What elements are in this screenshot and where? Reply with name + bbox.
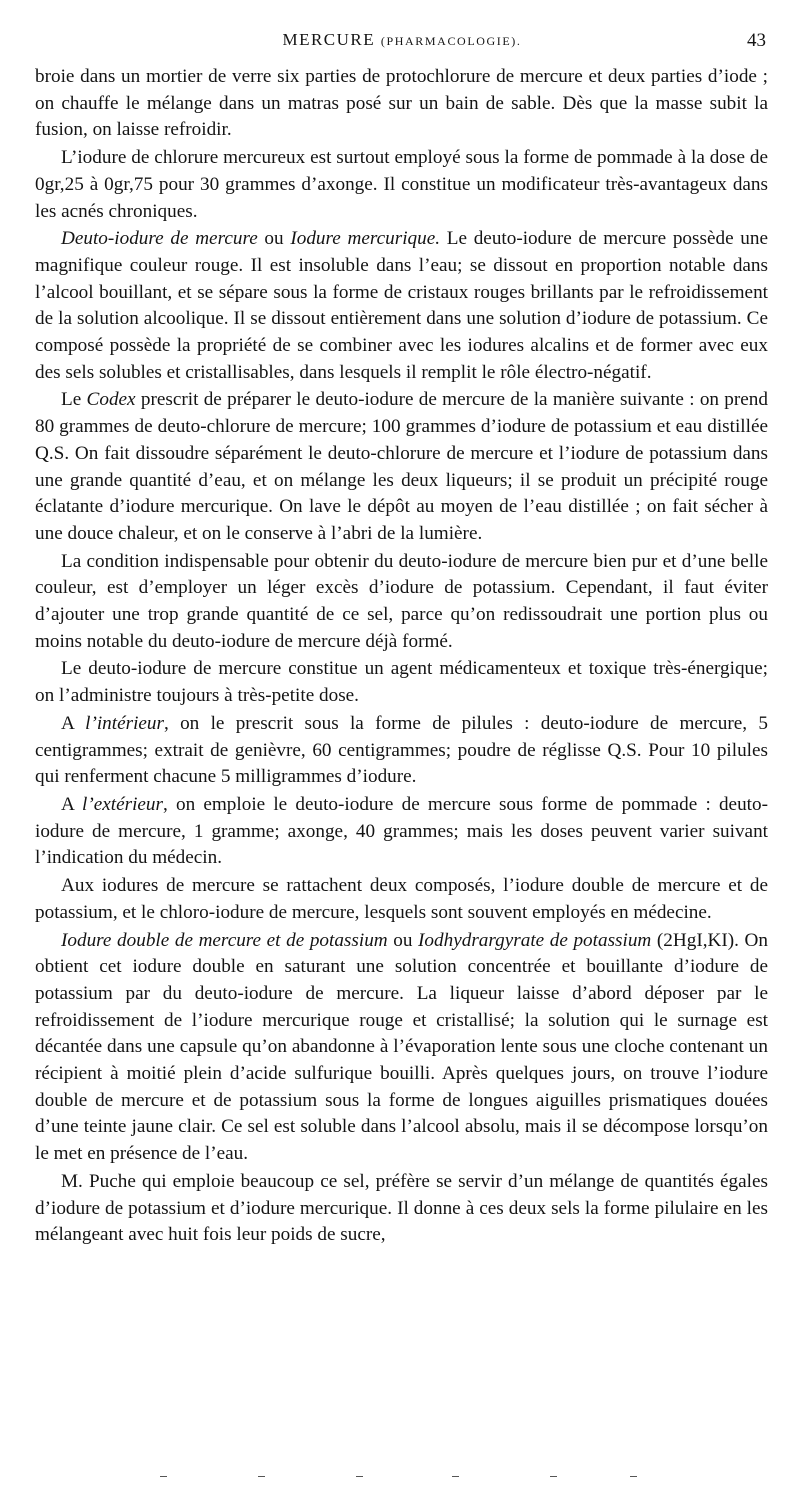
paragraph <box>35 873 768 926</box>
paragraph <box>35 711 768 791</box>
paragraph <box>35 928 768 1168</box>
text-run: M. Puche qui emploie beaucoup ce sel, préfère se servir d’un mélange de quantités égales d’iodure de potassium et d’iodure mercurique. Il donne à ces deux sels la forme pilulaire en les mélangeant avec huit fois leur poids de sucre, <box>35 1170 768 1246</box>
italic-text: l’extérieur <box>82 793 163 815</box>
italic-text: Iodhydrargyrate de potassium <box>418 929 652 951</box>
italic-text: Codex <box>86 389 136 411</box>
italic-text: Iodure mercurique. <box>290 228 441 250</box>
text-run: La condition indispensable pour obtenir du deuto-iodure de mercure bien pur et d’une belle couleur, est d’employer un léger excès d’iodure de potassium. Cependant, il faut éviter d’ajouter une trop grande quantité de ce sel, parce qu’on redissoudrait une portion plus ou moins notable du deuto-iodure de mercure déjà formé. <box>35 550 768 652</box>
footer-mark <box>258 1476 265 1477</box>
text-run: prescrit de préparer le deuto-iodure de mercure de la manière suivante : on prend 80 grammes de deuto-chlorure de mercure; 100 grammes d’iodure de potassium et eau distillée Q.S. On fait dissoudre séparément le deuto-chlorure de mercure et l’iodure de potassium dans une grande quantité d’eau, et on mélange les deux liqueurs; il se produit un précipité rouge éclatante d’iodure mercurique. On lave le dépôt au moyen de l’eau distillée ; on fait sécher à une douce chaleur, et on le conserve à l’abri de la lumière. <box>35 389 768 544</box>
text-run: Aux iodures de mercure se rattachent deux composés, l’iodure double de mercure et de potassium, et le chloro-iodure de mercure, lesquels sont souvent employés en médecine. <box>35 875 768 923</box>
text-run: L’iodure de chlorure mercureux est surtout employé sous la forme de pommade à la dose de 0gr,25 à 0gr,75 pour 30 grammes d’axonge. Il constitue un modificateur très-avantageux dans les acnés chroniques. <box>35 147 768 222</box>
paragraph <box>35 549 768 656</box>
paragraph <box>35 387 768 547</box>
footer-mark <box>550 1476 557 1477</box>
italic-text: Deuto-iodure de mercure <box>61 228 258 250</box>
text-run: (2HgI,KI). On obtient cet iodure double en saturant une solution concentrée et bouillante d’iodure de potassium par du deuto-iodure de mercure. La liqueur laisse d’abord déposer par le refroidissement de l’iodure mercurique rouge et cristallisé; la solution qui le surnage est décantée dans une capsule qu’on abandonne à l’évaporation lente sous une cloche contenant un récipient à moitié plein d’acide sulfurique bouilli. Après quelques jours, on trouve l’iodure double de mercure et de potassium sous la forme de longues aiguilles prismatiques douées d’une teinte jaune clair. Ce sel est soluble dans l’alcool absolu, mais il se décompose lorsqu’on le met en présence de l’eau. <box>35 929 768 1165</box>
text-run: , on le prescrit sous la forme de pilules : deuto-iodure de mercure, 5 centigrammes; extrait de genièvre, 60 centigrammes; poudre de réglisse Q.S. Pour 10 pilules qui renferment chacune 5 milligrammes d’iodure. <box>35 712 768 788</box>
text-run: Le <box>61 389 87 411</box>
footer-mark <box>452 1476 459 1477</box>
text-run: ou <box>257 228 291 250</box>
text-run: broie dans un mortier de verre six parties de protochlorure de mercure et deux parties d’iode ; on chauffe le mélange dans un matras posé sur un bain de sable. Dès que la masse subit la fusion, on laisse refroidir. <box>35 66 768 141</box>
running-title <box>36 30 768 50</box>
running-title-subtitle: (PHARMACOLOGIE). <box>380 34 522 48</box>
paragraph <box>35 656 768 709</box>
paragraph <box>35 1169 768 1249</box>
text-run: , on emploie le deuto-iodure de mercure sous forme de pommade : deuto-iodure de mercure, 1 gramme; axonge, 40 grammes; mais les doses peuvent varier suivant l’indication du médecin. <box>35 793 768 869</box>
body-text <box>35 64 768 1249</box>
paragraph <box>35 145 768 225</box>
page-header <box>36 30 768 58</box>
footer-marks <box>160 1476 640 1482</box>
paragraph <box>35 792 768 872</box>
text-run: Le deuto-iodure de mercure possède une magnifique couleur rouge. Il est insoluble dans l’eau; se dissout en proportion notable dans l’alcool bouillant, et se sépare sous la forme de cristaux rouges brillants par le refroidissement de la solution alcoolique. Il se dissout entièrement dans une solution d’iodure de potassium. Ce composé possède la propriété de se combiner avec les iodures alcalins et de former avec eux des sels solubles et cristallisables, dans lesquels il remplit le rôle électro-négatif. <box>35 228 769 383</box>
footer-mark <box>356 1476 363 1477</box>
running-title-main: MERCURE <box>282 30 376 49</box>
text-run: A <box>61 712 86 734</box>
paragraph <box>35 226 768 386</box>
text-run: ou <box>387 929 419 951</box>
italic-text: Iodure double de mercure et de potassium <box>61 929 388 951</box>
footer-mark <box>160 1476 167 1477</box>
footer-mark <box>630 1476 637 1477</box>
page-number: 43 <box>747 30 766 51</box>
text-run: Le deuto-iodure de mercure constitue un agent médicamenteux et toxique très-énergique; on l’administre toujours à très-petite dose. <box>35 658 768 707</box>
paragraph <box>35 64 768 144</box>
italic-text: l’intérieur <box>85 712 164 734</box>
text-run: A <box>61 793 82 815</box>
